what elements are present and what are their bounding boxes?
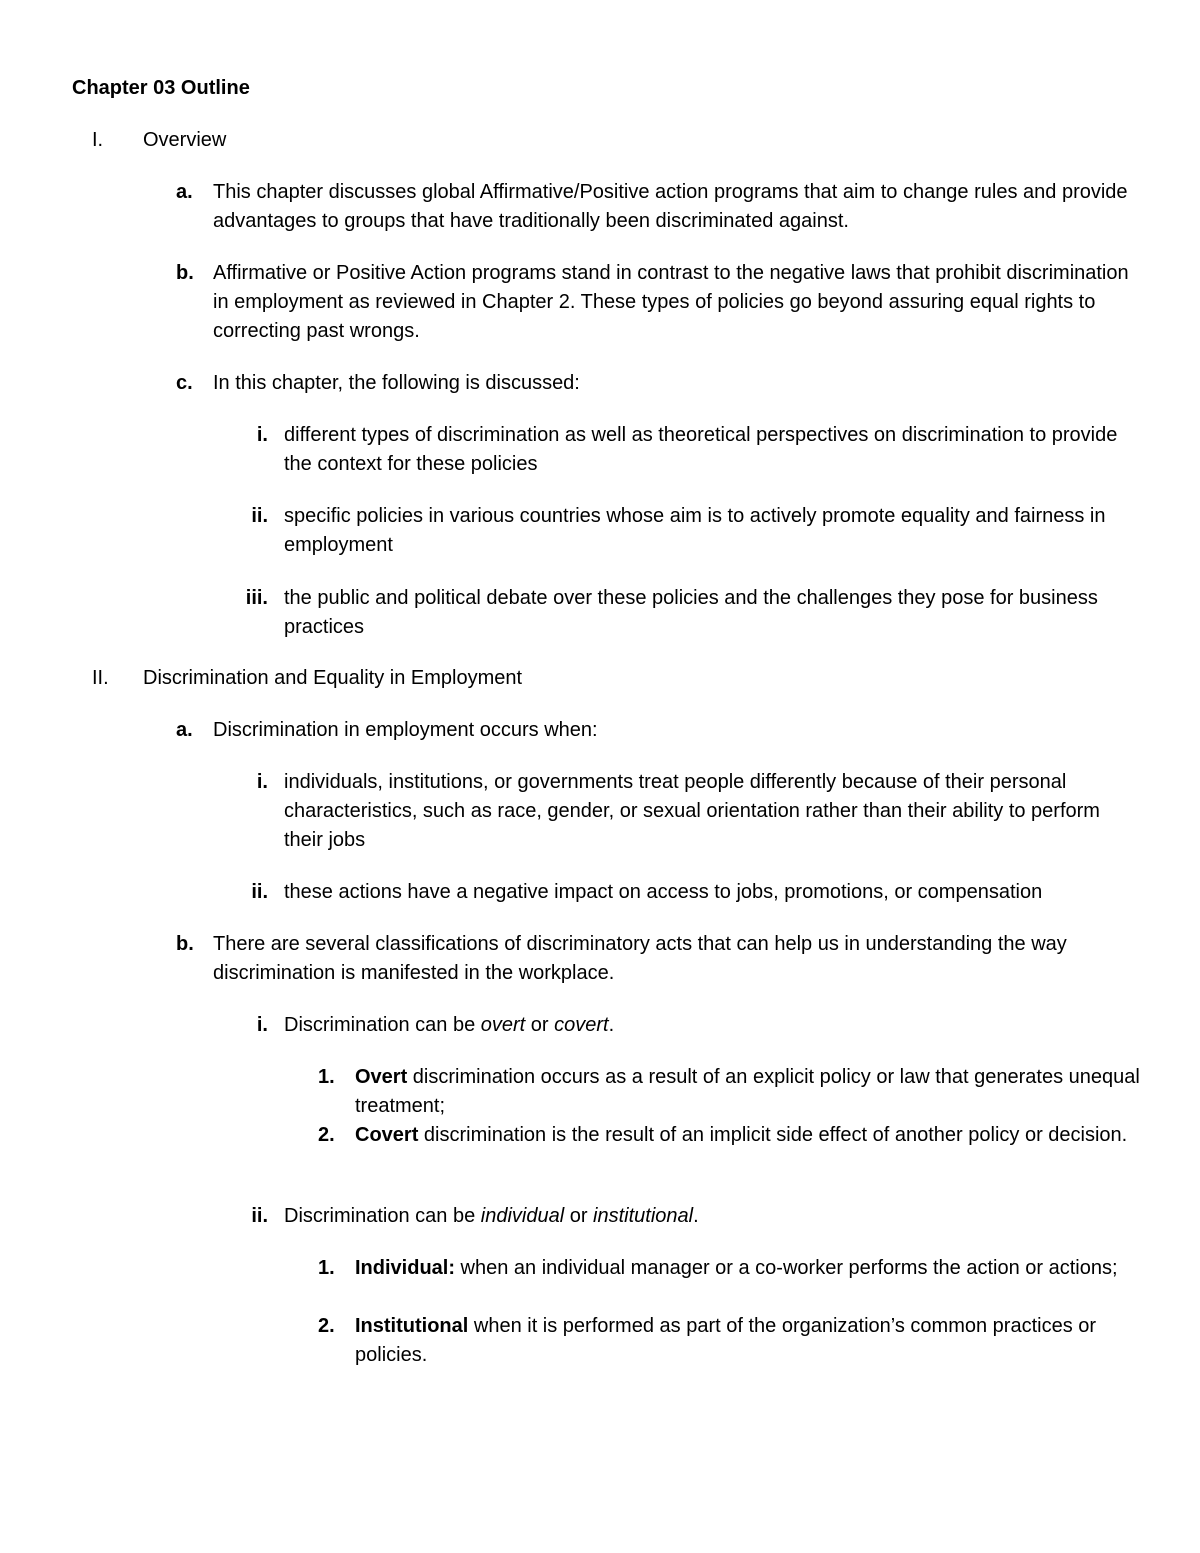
subitem-numeral: i. <box>256 1014 268 1036</box>
item-letter: a. <box>176 719 193 741</box>
subitem-text-part: . <box>608 1014 615 1036</box>
point-text <box>355 1312 1145 1370</box>
point-number: 1. <box>318 1066 335 1088</box>
subitem-text <box>284 1011 1134 1040</box>
term-individual: individual <box>480 1205 565 1227</box>
point-body: discrimination is the result of an implicit side effect of another policy or decision. <box>418 1124 1128 1146</box>
subitem-text: these actions have a negative impact on access to jobs, promotions, or compensation <box>284 881 1043 903</box>
section-numeral: II. <box>92 667 109 689</box>
point-term: Institutional <box>355 1315 469 1337</box>
subitem-text <box>284 1202 1134 1231</box>
term-covert: covert <box>554 1014 609 1036</box>
subitem-text-part: or <box>525 1014 555 1036</box>
term-institutional: institutional <box>593 1205 694 1227</box>
item-text: Affirmative or Positive Action programs stand in contrast to the negative laws that prohibit discrimination in employment as reviewed in Chapter 2. These types of policies go beyond assuring equal rights to correcting past wrongs. <box>213 262 1129 342</box>
subitem-text-part: Discrimination can be <box>284 1205 481 1227</box>
subitem-text-part: or <box>564 1205 594 1227</box>
subitem-numeral: i. <box>256 771 268 793</box>
item-letter: a. <box>176 181 193 203</box>
item-letter: b. <box>176 262 194 284</box>
section-numeral: I. <box>92 129 104 151</box>
section-heading-text: Discrimination and Equality in Employment <box>143 667 523 689</box>
subitem-numeral: ii. <box>251 505 268 527</box>
point-text <box>355 1254 1145 1283</box>
point-body: discrimination occurs as a result of an explicit policy or law that generates unequal treatment; <box>355 1066 1140 1117</box>
item-text: There are several classifications of discriminatory acts that can help us in understanding the way discrimination is manifested in the workplace. <box>213 933 1067 984</box>
subitem-text-part: . <box>693 1205 699 1227</box>
subitem-text: specific policies in various countries whose aim is to actively promote equality and fairness in employment <box>284 505 1106 556</box>
subitem-numeral: iii. <box>245 587 268 609</box>
item-text: This chapter discusses global Affirmative/Positive action programs that aim to change rules and provide advantages to groups that have traditionally been discriminated against. <box>213 181 1128 232</box>
point-term: Covert <box>355 1124 419 1146</box>
point-text <box>355 1121 1145 1150</box>
point-number: 1. <box>318 1257 335 1279</box>
term-overt: overt <box>480 1014 526 1036</box>
item-letter: b. <box>176 933 194 955</box>
section-heading-text: Overview <box>143 129 227 151</box>
item-text: In this chapter, the following is discussed: <box>213 372 580 394</box>
subitem-text: individuals, institutions, or governments treat people differently because of their personal characteristics, such as race, gender, or sexual orientation rather than their ability to perform their jobs <box>284 771 1100 851</box>
subitem-text: the public and political debate over these policies and the challenges they pose for business practices <box>284 587 1098 638</box>
item-text: Discrimination in employment occurs when: <box>213 719 598 741</box>
page-title: Chapter 03 Outline <box>72 77 250 99</box>
point-body: when it is performed as part of the organization’s common practices or policies. <box>355 1315 1097 1366</box>
subitem-text: different types of discrimination as well as theoretical perspectives on discrimination to provide the context for these policies <box>284 424 1118 475</box>
point-term: Overt <box>355 1066 408 1088</box>
point-term: Individual: <box>355 1257 455 1279</box>
point-number: 2. <box>318 1124 335 1146</box>
point-body: when an individual manager or a co-worker performs the action or actions; <box>455 1257 1118 1279</box>
point-number: 2. <box>318 1315 335 1337</box>
subitem-numeral: ii. <box>251 1205 268 1227</box>
point-text <box>355 1063 1145 1121</box>
subitem-text-part: Discrimination can be <box>284 1014 481 1036</box>
subitem-numeral: i. <box>256 424 268 446</box>
item-letter: c. <box>176 372 193 394</box>
subitem-numeral: ii. <box>251 881 268 903</box>
